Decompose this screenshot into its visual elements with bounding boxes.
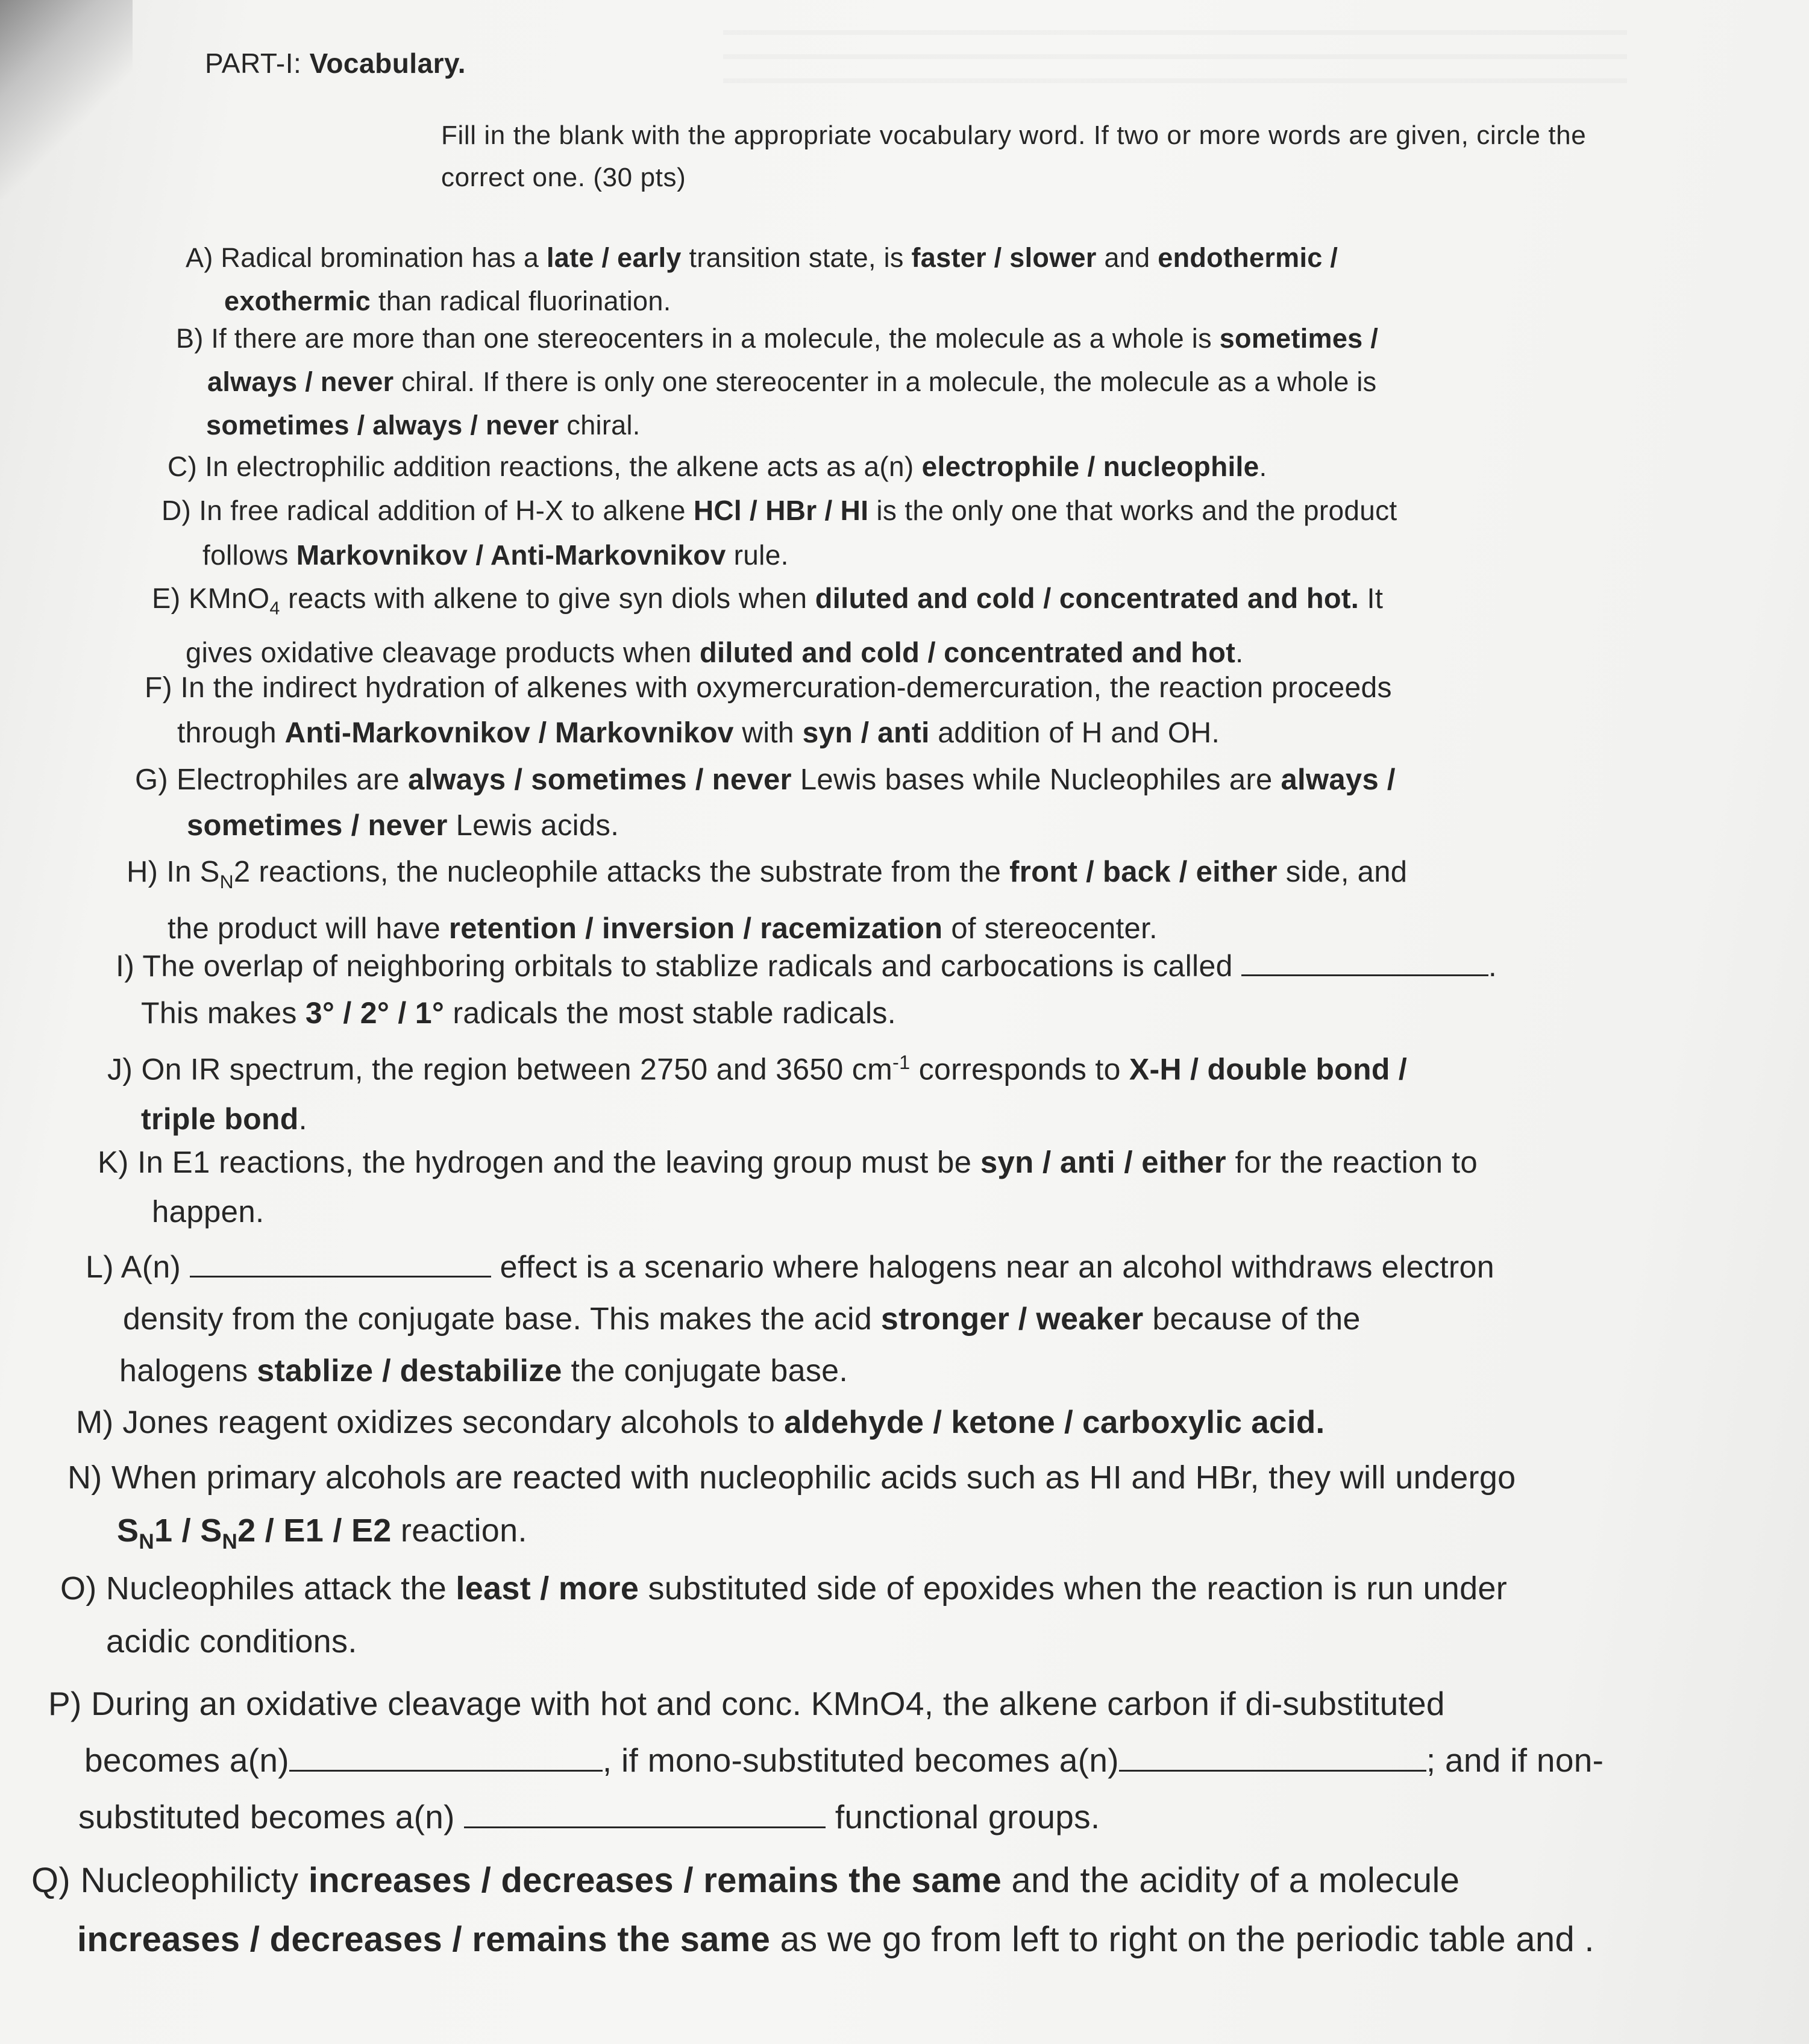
question-d: D) In free radical addition of H-X to alkene HCl / HBr / HI is the only one that works and the product follows Markovnikov / Anti-Markovnikov rule. [161, 495, 1397, 571]
question-q: Q) Nucleophilicty increases / decreases / remains the same and the acidity of a molecule increases / decreases / remains the same as we go from left to right on the periodic table and . [31, 1861, 1594, 1959]
question-j: J) On IR spectrum, the region between 2750 and 3650 $cm^{-1}$ corresponds to X-H / double bond / triple bond. [107, 1052, 1408, 1136]
answer-blank-p2[interactable] [1119, 1737, 1426, 1772]
answer-blank-p1[interactable] [289, 1737, 603, 1772]
answer-blank-l[interactable] [190, 1244, 491, 1278]
question-g: G) Electrophiles are always / sometimes / never Lewis bases while Nucleophiles are always / sometimes / never Lewis acids. [135, 763, 1396, 842]
show-through [723, 29, 1627, 83]
question-k: K) In E1 reactions, the hydrogen and the leaving group must be syn / anti / either for the reaction to happen. [98, 1145, 1478, 1229]
instructions: Fill in the blank with the appropriate vocabulary word. If two or more words are given, circle the correct one. (30 pts) [441, 121, 1587, 192]
question-l: L) A(n) effect is a scenario where halogens near an alcohol withdraws electron density from the conjugate base. This makes the acid stronger / weaker because of the halogens stablize / destabilize the conjugate base. [86, 1241, 1494, 1397]
question-a: A) Radical bromination has a late / early transition state, is faster / slower and endothermic / exothermic than radical fluorination. [186, 242, 1338, 316]
question-e: E) KMnO$_4$ reacts with alkene to give syn diols when diluted and cold / concentrated and hot. It gives oxidative cleavage products when diluted and cold / concentrated and hot. [152, 582, 1384, 669]
question-c: C) In electrophilic addition reactions, the alkene acts as a(n) electrophile / nucleophile. [168, 451, 1267, 482]
page-corner-shadow [0, 0, 133, 199]
question-m: M) Jones reagent oxidizes secondary alcohols to aldehyde / ketone / carboxylic acid. [76, 1405, 1325, 1440]
answer-blank-p3[interactable] [464, 1793, 826, 1828]
question-i: I) The overlap of neighboring orbitals to stablize radicals and carbocations is called . This makes 3° / 2° / 1° radicals the most stable radicals. [116, 942, 1497, 1036]
question-n: N) When primary alcohols are reacted with nucleophilic acids such as HI and HBr, they will undergo $S_N1 / S_N2 / E1 / E2$ reaction. [67, 1459, 1516, 1553]
question-p: P) During an oxidative cleavage with hot and conc. KMnO4, the alkene carbon if di-substituted becomes a(n) , if mono-substituted becomes a(n) ; and if non- substituted becomes a(n) functional groups. [48, 1685, 1604, 1836]
question-o: O) Nucleophiles attack the least / more substituted side of epoxides when the reaction is run under acidic conditions. [60, 1570, 1508, 1660]
question-b: B) If there are more than one stereocenters in a molecule, the molecule as a whole is sometimes / always / never chiral. If there is only one stereocenter in a molecule, the molecule as a whole is sometimes / always / never chiral. [176, 323, 1379, 440]
part-title: PART-I: Vocabulary. [205, 48, 466, 79]
answer-blank-i[interactable] [1241, 944, 1488, 976]
question-f: F) In the indirect hydration of alkenes with oxymercuration-demercuration, the reaction proceeds through Anti-Markovnikov / Markovnikov with syn / anti addition of H and OH. [145, 672, 1392, 749]
question-h: H) In $S_N2$ reactions, the nucleophile attacks the substrate from the front / back / either side, and the product will have retention / inversion / racemization of stereocenter. [127, 856, 1408, 945]
